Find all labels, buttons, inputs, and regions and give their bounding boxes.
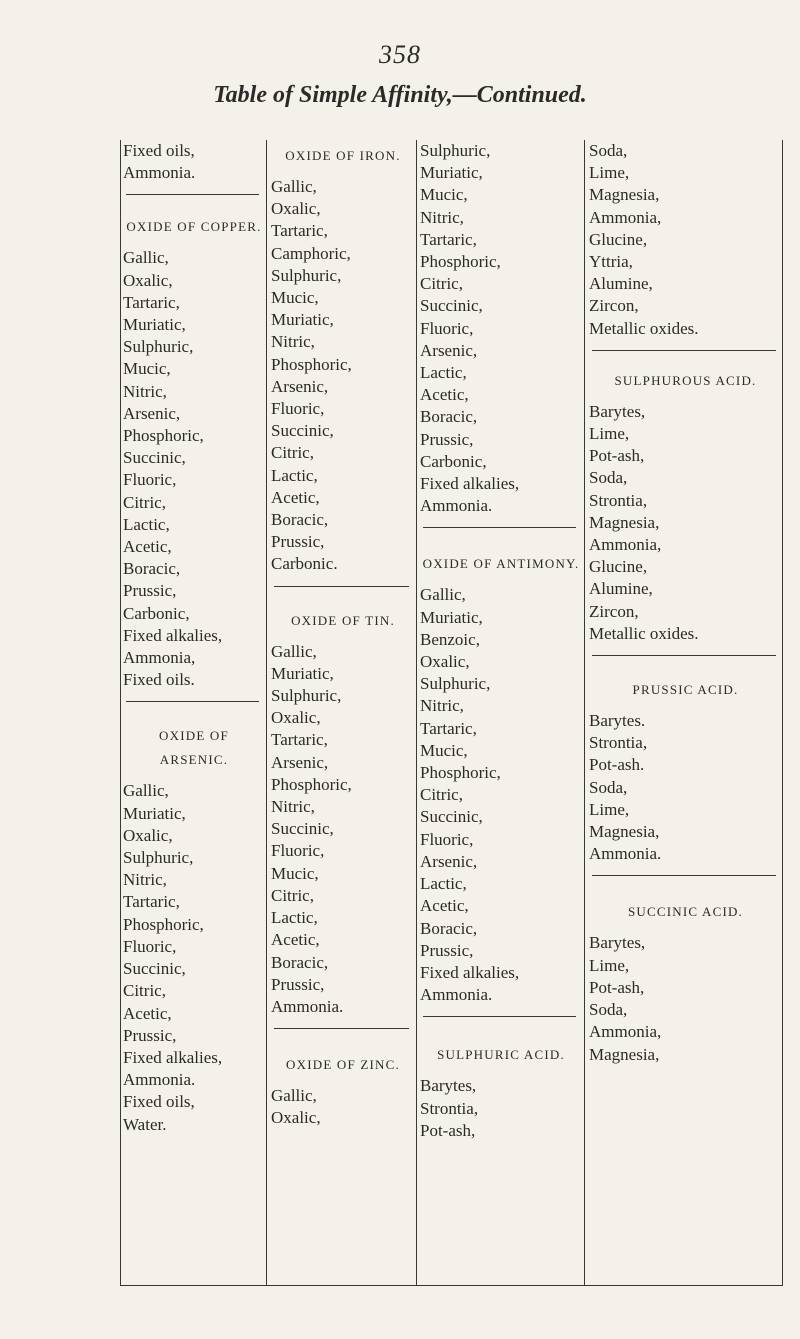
list-item: Fixed alkalies, (420, 474, 520, 494)
list-item: Fixed oils, (123, 141, 195, 160)
list-item: Gallic, (271, 641, 317, 661)
list-item: Soda, (589, 1000, 628, 1020)
affinity-list (420, 584, 582, 1006)
list-item: Tartaric, (123, 892, 180, 912)
affinity-list (123, 140, 265, 184)
list-item: Yttria, (589, 252, 633, 272)
list-item: Fluoric, (271, 841, 325, 861)
list-item: Phosphoric, (420, 252, 501, 272)
list-item: Fixed alkalies, (420, 962, 520, 982)
affinity-list (589, 140, 782, 340)
list-item: Gallic, (123, 248, 169, 268)
list-item: Ammonia, (589, 535, 662, 555)
list-item: Lactic, (420, 874, 467, 894)
list-item: Prussic, (123, 1025, 177, 1045)
list-item: Sulphuric, (420, 141, 491, 160)
section-heading: SULPHURIC ACID. (437, 1047, 565, 1063)
affinity-section (120, 140, 265, 184)
list-item: Sulphuric, (420, 674, 491, 694)
list-item: Acetic, (271, 930, 320, 950)
list-item: Succinic, (123, 448, 186, 468)
list-item: Soda, (589, 468, 628, 488)
list-item: Magnesia, (589, 1044, 660, 1064)
list-item: Ammonia, (589, 1022, 662, 1042)
affinity-section (268, 587, 415, 1018)
list-item: Gallic, (123, 781, 169, 801)
section-heading: OXIDE OF ANTIMONY. (422, 556, 580, 572)
list-item: Lactic, (123, 514, 170, 534)
list-item: Tartaric, (271, 730, 328, 750)
list-item: Fixed oils. (123, 670, 195, 690)
list-item: Fixed alkalies, (123, 625, 223, 645)
list-item: Lactic, (271, 908, 318, 928)
list-item: Fluoric, (271, 399, 325, 419)
list-item: Barytes, (589, 933, 646, 953)
list-item: Ammonia. (123, 1070, 196, 1090)
list-item: Zircon, (589, 601, 639, 621)
affinity-list (589, 710, 782, 865)
list-item: Glucine, (589, 557, 648, 577)
list-item: Metallic oxides. (589, 318, 699, 338)
list-item: Mucic, (123, 359, 171, 379)
section-heading: OXIDE OF ARSENIC. (159, 728, 229, 768)
list-item: Succinic, (271, 819, 334, 839)
affinity-section (417, 140, 582, 517)
list-item: Oxalic, (420, 652, 470, 672)
list-item: Boracic, (420, 407, 478, 427)
table-column-4 (586, 140, 782, 1280)
list-item: Soda, (589, 777, 628, 797)
list-item: Prussic, (420, 940, 474, 960)
list-item: Alumine, (589, 274, 653, 294)
list-item: Carbonic, (420, 451, 487, 471)
list-item: Muriatic, (123, 315, 186, 335)
list-item: Lime, (589, 955, 630, 975)
list-item: Succinic, (271, 421, 334, 441)
list-item: Strontia, (420, 1098, 479, 1118)
list-item: Fluoric, (123, 936, 177, 956)
list-item: Nitric, (123, 381, 167, 401)
list-item: Prussic, (420, 429, 474, 449)
list-item: Fluoric, (420, 829, 474, 849)
list-item: Soda, (589, 141, 628, 160)
list-item: Citric, (420, 274, 463, 294)
list-item: Citric, (271, 885, 314, 905)
list-item: Mucic, (420, 185, 468, 205)
list-item: Acetic, (123, 537, 172, 557)
section-heading: PRUSSIC ACID. (632, 682, 739, 698)
page-number: 358 (379, 40, 421, 69)
list-item: Muriatic, (271, 310, 334, 330)
list-item: Nitric, (420, 696, 464, 716)
affinity-section (586, 876, 782, 1065)
section-heading: OXIDE OF TIN. (291, 612, 395, 628)
affinity-section (586, 351, 782, 645)
section-heading: OXIDE OF ZINC. (286, 1057, 400, 1073)
list-item: Strontia, (589, 490, 648, 510)
section-heading: OXIDE OF IRON. (285, 148, 401, 163)
list-item: Ammonia, (589, 207, 662, 227)
list-item: Gallic, (271, 177, 317, 196)
section-heading: SULPHUROUS ACID. (614, 372, 757, 388)
list-item: Muriatic, (420, 607, 483, 627)
list-item: Sulphuric, (123, 848, 194, 868)
list-item: Phosphoric, (123, 914, 204, 934)
affinity-list (271, 1085, 415, 1129)
list-item: Phosphoric, (271, 354, 352, 374)
list-item: Lime, (589, 799, 630, 819)
list-item: Boracic, (420, 918, 478, 938)
list-item: Acetic, (420, 896, 469, 916)
list-item: Mucic, (420, 740, 468, 760)
list-item: Boracic, (271, 952, 329, 972)
affinity-section (417, 528, 582, 1006)
list-item: Fluoric, (123, 470, 177, 490)
affinity-list (271, 176, 415, 576)
list-item: Benzoic, (420, 629, 480, 649)
list-item: Oxalic, (271, 199, 321, 219)
list-item: Camphoric, (271, 243, 351, 263)
list-item: Pot-ash. (589, 755, 645, 775)
list-item: Sulphuric, (271, 265, 342, 285)
table-column-3 (417, 140, 582, 1280)
affinity-section (268, 140, 415, 576)
list-item: Phosphoric, (123, 426, 204, 446)
list-item: Carbonic, (123, 603, 190, 623)
affinity-section (586, 140, 782, 340)
list-item: Nitric, (271, 797, 315, 817)
list-item: Ammonia. (420, 496, 493, 516)
list-item: Fixed alkalies, (123, 1047, 223, 1067)
list-item: Arsenic, (271, 376, 329, 396)
list-item: Citric, (123, 981, 166, 1001)
table-column-1 (120, 140, 265, 1280)
list-item: Glucine, (589, 229, 648, 249)
affinity-list (420, 1075, 582, 1142)
column-divider (782, 140, 783, 1285)
list-item: Ammonia. (271, 996, 344, 1016)
list-item: Pot-ash, (589, 446, 645, 466)
list-item: Strontia, (589, 733, 648, 753)
list-item: Tartaric, (420, 718, 477, 738)
list-item: Barytes, (420, 1076, 477, 1096)
list-item: Ammonia. (589, 844, 662, 864)
list-item: Ammonia, (123, 648, 196, 668)
list-item: Acetic, (123, 1003, 172, 1023)
list-item: Nitric, (271, 332, 315, 352)
list-item: Prussic, (123, 581, 177, 601)
list-item: Nitric, (123, 870, 167, 890)
list-item: Phosphoric, (420, 763, 501, 783)
list-item: Ammonia. (123, 163, 196, 183)
list-item: Gallic, (420, 585, 466, 605)
table-bottom-rule (120, 1285, 783, 1286)
list-item: Carbonic. (271, 554, 338, 574)
list-item: Fixed oils, (123, 1092, 195, 1112)
list-item: Pot-ash, (420, 1120, 476, 1140)
list-item: Muriatic, (271, 663, 334, 683)
affinity-table (120, 140, 785, 1295)
list-item: Nitric, (420, 207, 464, 227)
list-item: Lactic, (271, 465, 318, 485)
table-column-2 (268, 140, 415, 1280)
list-item: Muriatic, (420, 163, 483, 183)
list-item: Zircon, (589, 296, 639, 316)
list-item: Sulphuric, (271, 686, 342, 706)
affinity-section (268, 1029, 415, 1129)
list-item: Lactic, (420, 363, 467, 383)
affinity-section (120, 702, 265, 1135)
list-item: Citric, (123, 492, 166, 512)
list-item: Citric, (271, 443, 314, 463)
list-item: Arsenic, (271, 752, 329, 772)
list-item: Citric, (420, 785, 463, 805)
list-item: Arsenic, (420, 851, 478, 871)
list-item: Succinic, (123, 959, 186, 979)
list-item: Acetic, (420, 385, 469, 405)
affinity-list (271, 641, 415, 1018)
list-item: Boracic, (123, 559, 181, 579)
list-item: Water. (123, 1114, 167, 1134)
list-item: Lime, (589, 424, 630, 444)
list-item: Arsenic, (123, 403, 181, 423)
affinity-list (589, 401, 782, 645)
list-item: Fluoric, (420, 318, 474, 338)
affinity-list (123, 780, 265, 1135)
list-item: Metallic oxides. (589, 623, 699, 643)
list-item: Mucic, (271, 863, 319, 883)
list-item: Magnesia, (589, 512, 660, 532)
affinity-section (120, 195, 265, 691)
list-item: Tartaric, (271, 221, 328, 241)
affinity-list (420, 140, 582, 517)
list-item: Muriatic, (123, 803, 186, 823)
list-item: Gallic, (271, 1086, 317, 1106)
list-item: Succinic, (420, 807, 483, 827)
affinity-section (417, 1017, 582, 1142)
affinity-list (123, 247, 265, 691)
list-item: Magnesia, (589, 822, 660, 842)
list-item: Phosphoric, (271, 774, 352, 794)
list-item: Barytes, (589, 401, 646, 421)
affinity-section (586, 656, 782, 865)
list-item: Sulphuric, (123, 337, 194, 357)
list-item: Acetic, (271, 487, 320, 507)
column-divider (266, 140, 267, 1285)
list-item: Tartaric, (420, 229, 477, 249)
list-item: Succinic, (420, 296, 483, 316)
list-item: Oxalic, (123, 270, 173, 290)
list-item: Ammonia. (420, 985, 493, 1005)
list-item: Tartaric, (123, 292, 180, 312)
list-item: Prussic, (271, 974, 325, 994)
list-item: Oxalic, (271, 1108, 321, 1128)
column-divider (584, 140, 585, 1285)
list-item: Prussic, (271, 532, 325, 552)
list-item: Boracic, (271, 510, 329, 530)
affinity-list (589, 932, 782, 1065)
list-item: Arsenic, (420, 340, 478, 360)
list-item: Lime, (589, 163, 630, 183)
section-heading: OXIDE OF COPPER. (126, 219, 262, 235)
list-item: Mucic, (271, 288, 319, 308)
list-item: Barytes. (589, 711, 646, 731)
page-title: Table of Simple Affinity,—Continued. (213, 82, 587, 108)
list-item: Alumine, (589, 579, 653, 599)
list-item: Oxalic, (271, 708, 321, 728)
section-heading: SUCCINIC ACID. (627, 904, 744, 920)
list-item: Pot-ash, (589, 977, 645, 997)
list-item: Magnesia, (589, 185, 660, 205)
list-item: Oxalic, (123, 825, 173, 845)
